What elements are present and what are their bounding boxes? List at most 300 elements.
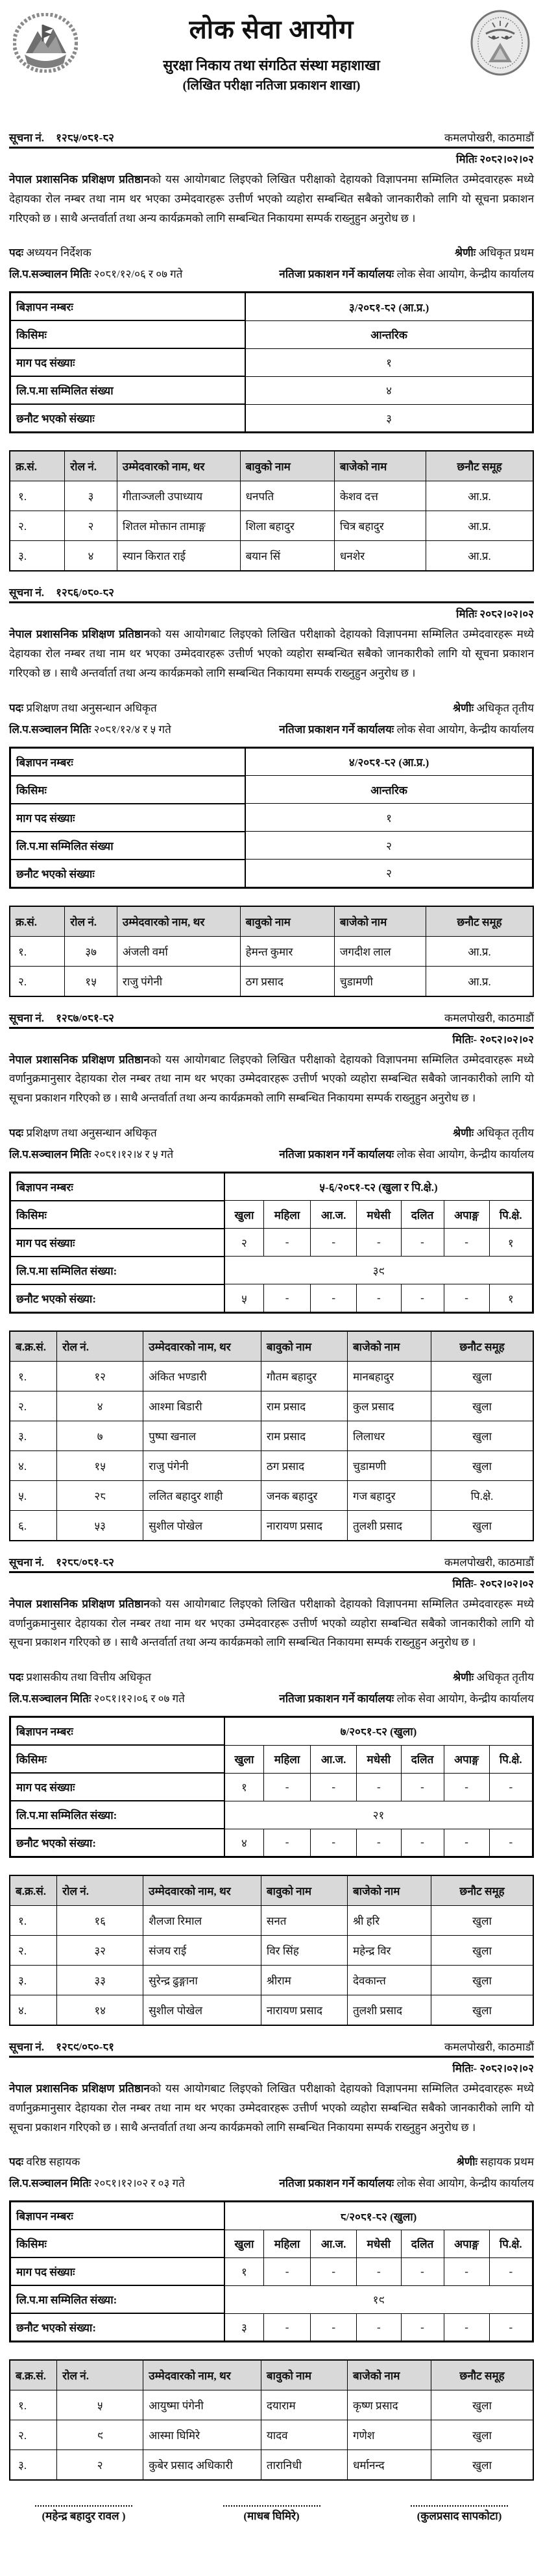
candidate-cell: ४ xyxy=(57,1391,143,1421)
results-column-header: उम्मेदवारको नाम, थर xyxy=(143,1331,261,1362)
candidate-cell: महेन्द्र विर xyxy=(347,1936,431,1966)
notice-body xyxy=(9,1050,534,1108)
detail-label: माग पद संख्याः xyxy=(10,1773,224,1801)
candidate-cell: श्री हरि xyxy=(347,1906,431,1936)
post xyxy=(9,2154,80,2169)
detail-value: - xyxy=(357,2257,401,2285)
detail-label: किसिमः xyxy=(10,1745,224,1773)
divider xyxy=(9,1027,534,1029)
detail-value: ५-६/२०८१-८२ (खुला र पि.क्षे.) xyxy=(224,1172,533,1201)
detail-value: १ xyxy=(245,348,533,376)
detail-label: किसिमः xyxy=(10,320,246,348)
detail-value: मधेसी xyxy=(357,1201,401,1229)
detail-value: मधेसी xyxy=(357,2230,401,2257)
results-column-header: ब.क्र.सं. xyxy=(10,2360,57,2390)
results-table xyxy=(9,450,534,572)
detail-label: लि.प.मा सम्मिलित संख्या xyxy=(10,832,246,860)
detail-value: - xyxy=(263,1773,310,1801)
candidate-cell: ३ xyxy=(65,481,117,511)
candidate-cell: जनक बहादुर xyxy=(261,1480,347,1510)
exam-date-label: लि.प.सञ्चालन मितिः xyxy=(9,268,91,281)
notice-date: मितिः- २०८२।०२।०२ xyxy=(452,1577,534,1590)
grade xyxy=(455,245,534,259)
candidate-cell: ३. xyxy=(10,1966,57,1995)
grade-label: श्रेणीः xyxy=(456,2156,477,2169)
detail-value: ३ xyxy=(245,404,533,433)
detail-value: दलित xyxy=(401,1745,444,1773)
publish-office-value: लोक सेवा आयोग, केन्द्रीय कार्यालय xyxy=(396,1692,534,1705)
candidate-cell: राजु पंगेनी xyxy=(143,1451,261,1480)
notice-number xyxy=(9,130,114,145)
notice-body-text: को यस आयोगबाट लिइएको लिखित परीक्षाको देहायको विज्ञापनमा सम्मिलित उम्मेदवारहरू मध्ये वर्णानुक्रमानुसार देहायका रोल नम्बर तथा नाम थर भएका उम्मेदवारहरू उत्तीर्ण भएको व्यहोरा सम्बन्धित सबैको जानकारीको लागि यो सूचना प्रकाशन गरिएको छ । साथै अन्तर्वार्ता तथा अन्य कार्यक्रमको लागि सम्बन्धित निकायमा सम्पर्क राख्नुहुन अनुरोध छ । xyxy=(9,2082,535,2134)
grade-label: श्रेणीः xyxy=(453,1671,474,1683)
candidate-cell: आ.प्र. xyxy=(426,936,533,966)
notice-section-1 xyxy=(9,130,534,572)
candidate-cell: आ.प्र. xyxy=(426,541,533,572)
detail-value: - xyxy=(401,1773,444,1801)
post xyxy=(9,1669,151,1684)
detail-value: ४/२०८१-८२ (आ.प्र.) xyxy=(245,747,533,776)
detail-value: ३९ xyxy=(224,1257,533,1284)
candidate-row xyxy=(10,541,533,572)
candidate-cell: पुष्पा खनाल xyxy=(143,1421,261,1451)
institute-name: नेपाल प्रशासनिक प्रशिक्षण प्रतिष्ठान xyxy=(9,1597,150,1610)
candidate-cell: २. xyxy=(10,511,65,541)
results-column-header: छनौट समूह xyxy=(426,451,533,481)
divider xyxy=(9,601,534,603)
detail-label: लि.प.मा सम्मिलित संख्या: xyxy=(10,1257,224,1284)
candidate-cell: धर्मानन्द xyxy=(347,2450,431,2481)
detail-value: - xyxy=(311,1773,357,1801)
results-column-header: उम्मेदवारको नाम, थर xyxy=(117,906,240,937)
post-value: अध्ययन निर्देशक xyxy=(26,247,91,259)
candidate-cell: राजु पंगेनी xyxy=(117,966,240,996)
signature-block-1 xyxy=(35,2505,132,2523)
candidate-cell: स्यान किरात राई xyxy=(117,541,240,572)
detail-value: - xyxy=(401,1829,444,1857)
notice-header xyxy=(9,1010,534,1025)
candidate-cell: ३३ xyxy=(57,1966,143,1995)
notice-location: कमलपोखरी, काठमाडौं xyxy=(444,132,534,144)
detail-label: किसिमः xyxy=(10,1201,224,1229)
advert-detail-table xyxy=(9,291,534,433)
detail-value: अपाङ्ग xyxy=(444,1201,489,1229)
detail-value: ३ xyxy=(224,2313,264,2342)
candidate-row xyxy=(10,511,533,541)
detail-value: अपाङ्ग xyxy=(444,2230,489,2257)
post-label: पदः xyxy=(9,247,24,259)
notice-number-value: १२८८/०८१-८२ xyxy=(56,1556,115,1569)
notice-date: मितिः २०८२।०२।०२ xyxy=(456,608,534,621)
publish-office-value: लोक सेवा आयोग, केन्द्रीय कार्यालय xyxy=(396,2177,534,2190)
grade xyxy=(453,700,534,715)
grade-value: अधिकृत तृतीय xyxy=(476,701,534,714)
exam-date-value: २०८१।१२।०६ र ०७ गते xyxy=(93,1692,185,1705)
grade-value: सहायक प्रथम xyxy=(480,2156,534,2169)
detail-value: महिला xyxy=(263,1745,310,1773)
detail-value: १ xyxy=(224,1773,264,1801)
candidate-cell: आ.प्र. xyxy=(426,966,533,996)
candidate-cell: लिलाधर xyxy=(347,1421,431,1451)
candidate-cell: खुला xyxy=(431,1510,533,1541)
detail-value: आन्तरिक xyxy=(245,320,533,348)
candidate-cell: जगदीश लाल xyxy=(334,936,426,966)
notice-body xyxy=(9,1595,534,1652)
candidate-cell: खुला xyxy=(431,1995,533,2026)
exam-date-label: लि.प.सञ्चालन मितिः xyxy=(9,723,91,736)
detail-label: छनौट भएको संख्याः xyxy=(10,860,246,888)
candidate-cell: १. xyxy=(10,2390,57,2420)
grade-value: अधिकृत तृतीय xyxy=(476,1126,534,1139)
org-department: सुरक्षा निकाय तथा संगठित संस्था महाशाखा xyxy=(163,57,380,73)
publish-office-value: लोक सेवा आयोग, केन्द्रीय कार्यालय xyxy=(396,723,534,736)
detail-value: - xyxy=(444,1229,489,1257)
detail-value: - xyxy=(357,1773,401,1801)
notice-location: कमलपोखरी, काठमाडौं xyxy=(444,2041,534,2053)
detail-value: महिला xyxy=(263,1201,310,1229)
candidate-cell: नारायण प्रसाद xyxy=(261,1510,347,1541)
candidate-cell: २ xyxy=(65,511,117,541)
notice-number xyxy=(9,1554,114,1569)
detail-label: बिज्ञापन नम्बरः xyxy=(10,293,246,321)
candidate-cell: अंकित भण्डारी xyxy=(143,1361,261,1391)
candidate-cell: ५ xyxy=(57,2390,143,2420)
post xyxy=(9,1125,157,1140)
detail-value: पि.क्षे. xyxy=(489,1745,533,1773)
post-value: प्रशासकीय तथा वित्तीय अधिकृत xyxy=(26,1671,151,1683)
exam-date xyxy=(9,721,171,736)
notice-section-3 xyxy=(9,1010,534,1541)
candidate-cell: पि.क्षे. xyxy=(431,1480,533,1510)
detail-value: १ xyxy=(245,804,533,832)
candidate-cell: तुलशी प्रसाद xyxy=(347,1510,431,1541)
detail-value: पि.क्षे. xyxy=(489,1201,533,1229)
candidate-cell: शैलजा रिमाल xyxy=(143,1906,261,1936)
candidate-cell: सनत xyxy=(261,1906,347,1936)
candidate-cell: दयाराम xyxy=(261,2390,347,2420)
candidate-cell: धनशेर xyxy=(334,541,426,572)
post-row xyxy=(9,2154,534,2169)
notice-location: कमलपोखरी, काठमाडौं xyxy=(444,1011,534,1024)
candidate-cell: १५ xyxy=(57,1451,143,1480)
candidate-cell: आश्मा बिडारी xyxy=(143,1391,261,1421)
signatory-name: (कुलप्रसाद सापकोटा) xyxy=(416,2510,502,2523)
detail-value: - xyxy=(311,2313,357,2342)
grade-label: श्रेणीः xyxy=(453,1126,474,1139)
exam-date-label: लि.प.सञ्चालन मितिः xyxy=(9,1692,91,1705)
notice-date: मितिः २०८२।०२।०२ xyxy=(456,153,534,165)
notice-number-label: सूचना नं. xyxy=(9,1011,45,1024)
notice-number-value: १२८९/०८०-८१ xyxy=(56,2041,115,2053)
detail-value: ३/२०८१-८२ (आ.प्र.) xyxy=(245,293,533,321)
detail-label: बिज्ञापन नम्बरः xyxy=(10,1172,224,1201)
candidate-cell: तारानिधी xyxy=(261,2450,347,2481)
detail-value: १९ xyxy=(224,2285,533,2313)
exam-date-label: लि.प.सञ्चालन मितिः xyxy=(9,2177,91,2190)
candidate-cell: सुरेन्द्र ढुङ्गाना xyxy=(143,1966,261,1995)
results-column-header: बाजेको नाम xyxy=(347,1875,431,1906)
notice-body-text: को यस आयोगबाट लिइएको लिखित परीक्षाको देहायको विज्ञापनमा सम्मिलित उम्मेदवारहरू मध्ये वर्णानुक्रमानुसार देहायका रोल नम्बर तथा नाम थर भएका उम्मेदवारहरू उत्तीर्ण भएको व्यहोरा सम्बन्धित सबैको जानकारीको लागि यो सूचना प्रकाशन गरिएको छ । साथै अन्तर्वार्ता तथा अन्य कार्यक्रमको लागि सम्बन्धित निकायमा सम्पर्क राख्नुहुन अनुरोध छ । xyxy=(9,1597,535,1649)
post-label: पदः xyxy=(9,1126,24,1139)
results-table xyxy=(9,1330,534,1541)
results-column-header: बावुको नाम xyxy=(240,451,334,481)
detail-value: मधेसी xyxy=(357,1745,401,1773)
post-row xyxy=(9,1669,534,1684)
publish-office-label: नतिजा प्रकाशन गर्ने कार्यालयः xyxy=(279,2177,394,2190)
candidate-cell: तुलशी प्रसाद xyxy=(347,1995,431,2026)
detail-value: खुला xyxy=(224,1201,264,1229)
detail-label: लि.प.मा सम्मिलित संख्या: xyxy=(10,1801,224,1829)
advert-detail-table xyxy=(9,1172,534,1314)
notice-number-value: १२८५/०८१-८२ xyxy=(56,132,115,144)
results-column-header: रोल नं. xyxy=(57,1875,143,1906)
candidate-cell: देवकान्त xyxy=(347,1966,431,1995)
advert-detail-table xyxy=(9,2200,534,2342)
detail-label: बिज्ञापन नम्बरः xyxy=(10,747,246,776)
signature-dotted-line xyxy=(411,2505,508,2507)
detail-value: - xyxy=(401,1229,444,1257)
detail-value: - xyxy=(444,1773,489,1801)
candidate-cell: चुडामणी xyxy=(347,1451,431,1480)
candidate-cell: २. xyxy=(10,2420,57,2450)
detail-value: दलित xyxy=(401,1201,444,1229)
detail-value: - xyxy=(263,1229,310,1257)
notice-number xyxy=(9,1010,114,1025)
exam-date xyxy=(9,1146,173,1161)
detail-label: माग पद संख्याः xyxy=(10,804,246,832)
candidate-cell: १. xyxy=(10,481,65,511)
candidate-cell: ३. xyxy=(10,2450,57,2481)
detail-label: माग पद संख्याः xyxy=(10,1229,224,1257)
results-column-header: बावुको नाम xyxy=(261,1875,347,1906)
notice-body xyxy=(9,2079,534,2137)
exam-date-value: २०८१।१२।४ र ५ गते xyxy=(93,1148,174,1161)
detail-value: - xyxy=(489,1773,533,1801)
candidate-cell: १. xyxy=(10,1361,57,1391)
detail-value: ४ xyxy=(245,376,533,404)
notice-body-text: को यस आयोगबाट लिइएको लिखित परीक्षाको देहायको विज्ञापनमा सम्मिलित उम्मेदवारहरू मध्ये वर्णानुक्रमानुसार देहायका रोल नम्बर तथा नाम थर भएका उम्मेदवारहरू उत्तीर्ण भएको व्यहोरा सम्बन्धित सबैको जानकारीको लागि यो सूचना प्रकाशन गरिएको छ । साथै अन्तर्वार्ता तथा अन्य कार्यक्रमको लागि सम्बन्धित निकायमा सम्पर्क राख्नुहुन अनुरोध छ । xyxy=(9,1053,535,1104)
grade xyxy=(457,2154,534,2169)
advert-detail-table xyxy=(9,1716,534,1858)
candidate-cell: सुशील पोखेल xyxy=(143,1995,261,2026)
notice-section-5 xyxy=(9,2039,534,2481)
detail-label: लि.प.मा सम्मिलित संख्या xyxy=(10,376,246,404)
detail-label: छनौट भएको संख्याः xyxy=(10,404,246,433)
notice-header xyxy=(9,2039,534,2054)
candidate-cell: श्रीराम xyxy=(261,1966,347,1995)
org-branch: (लिखित परीक्षा नतिजा प्रकाशन शाखा) xyxy=(182,78,361,93)
candidate-row xyxy=(10,1995,533,2026)
candidate-cell: खुला xyxy=(431,1966,533,1995)
candidate-cell: १. xyxy=(10,936,65,966)
detail-value: २ xyxy=(245,860,533,888)
institute-name: नेपाल प्रशासनिक प्रशिक्षण प्रतिष्ठान xyxy=(9,2082,150,2095)
candidate-cell: ललित बहादुर शाही xyxy=(143,1480,261,1510)
detail-value: - xyxy=(444,1284,489,1313)
detail-label: माग पद संख्याः xyxy=(10,348,246,376)
results-column-header: उम्मेदवारको नाम, थर xyxy=(117,451,240,481)
post-row xyxy=(9,245,534,259)
results-table xyxy=(9,906,534,997)
publish-office-label: नतिजा प्रकाशन गर्ने कार्यालयः xyxy=(279,268,394,281)
candidate-cell: १४ xyxy=(57,1995,143,2026)
detail-value: - xyxy=(263,1284,310,1313)
grade-label: श्रेणीः xyxy=(453,701,474,714)
candidate-cell: आयुष्मा पंगेनी xyxy=(143,2390,261,2420)
results-column-header: बाजेको नाम xyxy=(347,1331,431,1362)
candidate-cell: खुला xyxy=(431,2420,533,2450)
detail-value: - xyxy=(357,2313,401,2342)
detail-value: ५ xyxy=(224,1284,264,1313)
candidate-row xyxy=(10,1510,533,1541)
exam-date-value: २०८१/१२/४ र ५ गते xyxy=(93,723,171,736)
signature-block-2 xyxy=(223,2505,320,2523)
candidate-cell: धनपति xyxy=(240,481,334,511)
candidate-cell: १२ xyxy=(57,1361,143,1391)
post-value: प्रशिक्षण तथा अनुसन्धान अधिकृत xyxy=(26,1126,157,1139)
post-label: पदः xyxy=(9,701,24,714)
notice-location: कमलपोखरी, काठमाडौं xyxy=(444,1556,534,1569)
detail-value: २१ xyxy=(224,1801,533,1829)
candidate-cell: २ xyxy=(57,2450,143,2481)
detail-value: - xyxy=(489,2313,533,2342)
divider xyxy=(9,2056,534,2058)
notice-body xyxy=(9,625,534,682)
exam-date-label: लि.प.सञ्चालन मितिः xyxy=(9,1148,91,1161)
results-column-header: ब.क्र.सं. xyxy=(10,1331,57,1362)
candidate-cell: बयान सिं xyxy=(240,541,334,572)
candidate-cell: कृष्ण प्रसाद xyxy=(347,2390,431,2420)
detail-value: ८/२०८१-८२ (खुला) xyxy=(224,2202,533,2230)
detail-value: - xyxy=(489,1829,533,1857)
candidate-cell: २. xyxy=(10,1391,57,1421)
candidate-cell: आ.प्र. xyxy=(426,511,533,541)
publish-office-value: लोक सेवा आयोग, केन्द्रीय कार्यालय xyxy=(396,1148,534,1161)
candidate-row xyxy=(10,1936,533,1966)
candidate-cell: खुला xyxy=(431,2450,533,2481)
candidate-cell: सुशील पोखेल xyxy=(143,1510,261,1541)
notice-number-value: १२८७/०८१-८२ xyxy=(56,1011,115,1024)
exam-meta-row xyxy=(9,721,534,736)
results-column-header: छनौट समूह xyxy=(426,906,533,937)
detail-label: छनौट भएको संख्या: xyxy=(10,1829,224,1857)
candidate-cell: ९ xyxy=(57,2420,143,2450)
detail-value: - xyxy=(311,1229,357,1257)
institute-name: नेपाल प्रशासनिक प्रशिक्षण प्रतिष्ठान xyxy=(9,173,150,186)
candidate-cell: ठग प्रसाद xyxy=(240,966,334,996)
exam-date xyxy=(9,266,182,281)
candidate-row xyxy=(10,2390,533,2420)
signatory-name: (महेन्द्र बहादुर रावल ) xyxy=(42,2510,126,2523)
post-label: पदः xyxy=(9,2156,24,2169)
candidate-cell: चुडामणी xyxy=(334,966,426,996)
publish-office xyxy=(279,266,534,281)
detail-value: - xyxy=(444,2257,489,2285)
candidate-cell: ६. xyxy=(10,1510,57,1541)
notice-date: मितिः- २०८२।०२।०२ xyxy=(452,1033,534,1046)
detail-label: छनौट भएको संख्या: xyxy=(10,1284,224,1313)
signature-row xyxy=(9,2494,534,2523)
results-column-header: बाजेको नाम xyxy=(334,906,426,937)
detail-value: - xyxy=(357,1284,401,1313)
detail-value: १ xyxy=(224,2257,264,2285)
candidate-cell: ५३ xyxy=(57,1510,143,1541)
candidate-cell: खुला xyxy=(431,2390,533,2420)
results-column-header: रोल नं. xyxy=(65,451,117,481)
candidate-cell: नारायण प्रसाद xyxy=(261,1995,347,2026)
candidate-cell: मानबहादुर xyxy=(347,1361,431,1391)
candidate-cell: ७ xyxy=(57,1421,143,1451)
candidate-row xyxy=(10,2420,533,2450)
publish-office xyxy=(279,1146,534,1161)
candidate-cell: राम प्रसाद xyxy=(261,1421,347,1451)
candidate-row xyxy=(10,1391,533,1421)
detail-value: अपाङ्ग xyxy=(444,1745,489,1773)
candidate-row xyxy=(10,1451,533,1480)
candidate-cell: ३२ xyxy=(57,1936,143,1966)
notice-section-2 xyxy=(9,584,534,996)
detail-value: - xyxy=(357,1229,401,1257)
candidate-cell: खुला xyxy=(431,1361,533,1391)
candidate-cell: ठग प्रसाद xyxy=(261,1451,347,1480)
candidate-row xyxy=(10,2450,533,2481)
exam-date-value: २०८१।१२।०२ र ०३ गते xyxy=(93,2177,185,2190)
results-column-header: क्र.सं. xyxy=(10,906,65,937)
detail-value: १ xyxy=(489,1229,533,1257)
results-column-header: बाजेको नाम xyxy=(347,2360,431,2390)
results-column-header: बावुको नाम xyxy=(240,906,334,937)
detail-value: पि.क्षे. xyxy=(489,2230,533,2257)
signature-dotted-line xyxy=(35,2505,132,2507)
org-title: लोक सेवा आयोग xyxy=(189,15,354,44)
post-value: वरिष्ठ सहायक xyxy=(26,2156,80,2169)
results-column-header: रोल नं. xyxy=(57,1331,143,1362)
candidate-cell: १. xyxy=(10,1906,57,1936)
notice-body-text: को यस आयोगबाट लिइएको लिखित परीक्षाको देहायको विज्ञापनमा सम्मिलित उम्मेदवारहरू मध्ये देहायका रोल नम्बर तथा नाम थर भएका उम्मेदवारहरू उत्तीर्ण भएको व्यहोरा सम्बन्धित सबैको जानकारीको लागि यो सूचना प्रकाशन गरिएको छ । साथै अन्तर्वार्ता तथा अन्य कार्यक्रमको लागि सम्बन्धित निकायमा सम्पर्क राख्नुहुन अनुरोध छ । xyxy=(9,628,535,679)
candidate-row xyxy=(10,1480,533,1510)
detail-value: - xyxy=(311,2257,357,2285)
detail-value: - xyxy=(263,1829,310,1857)
institute-name: नेपाल प्रशासनिक प्रशिक्षण प्रतिष्ठान xyxy=(9,1053,150,1066)
publish-office-label: नतिजा प्रकाशन गर्ने कार्यालयः xyxy=(279,723,394,736)
results-column-header: क्र.सं. xyxy=(10,451,65,481)
exam-meta-row xyxy=(9,1691,534,1705)
exam-meta-row xyxy=(9,266,534,281)
signature-dotted-line xyxy=(223,2505,320,2507)
publish-office xyxy=(279,721,534,736)
detail-label: बिज्ञापन नम्बरः xyxy=(10,1717,224,1746)
results-column-header: रोल नं. xyxy=(57,2360,143,2390)
notice-number-value: १२८६/०८०-८२ xyxy=(56,586,115,599)
detail-value: दलित xyxy=(401,2230,444,2257)
exam-date-value: २०८१/१२/०६ र ०७ गते xyxy=(93,268,183,281)
exam-meta-row xyxy=(9,1146,534,1161)
nepal-coat-of-arms-icon xyxy=(13,13,78,73)
candidate-cell: आस्मा घिमिरे xyxy=(143,2420,261,2450)
detail-value: - xyxy=(401,1284,444,1313)
candidate-cell: अंजली वर्मा xyxy=(117,936,240,966)
candidate-row xyxy=(10,1421,533,1451)
post xyxy=(9,245,91,259)
candidate-cell: संजय राई xyxy=(143,1936,261,1966)
candidate-cell: केशव दत्त xyxy=(334,481,426,511)
detail-value: - xyxy=(489,2257,533,2285)
candidate-cell: खुला xyxy=(431,1421,533,1451)
candidate-cell: गीताञ्जली उपाध्याय xyxy=(117,481,240,511)
post xyxy=(9,700,157,715)
notice-number-label: सूचना नं. xyxy=(9,2041,45,2053)
candidate-cell: खुला xyxy=(431,1391,533,1421)
